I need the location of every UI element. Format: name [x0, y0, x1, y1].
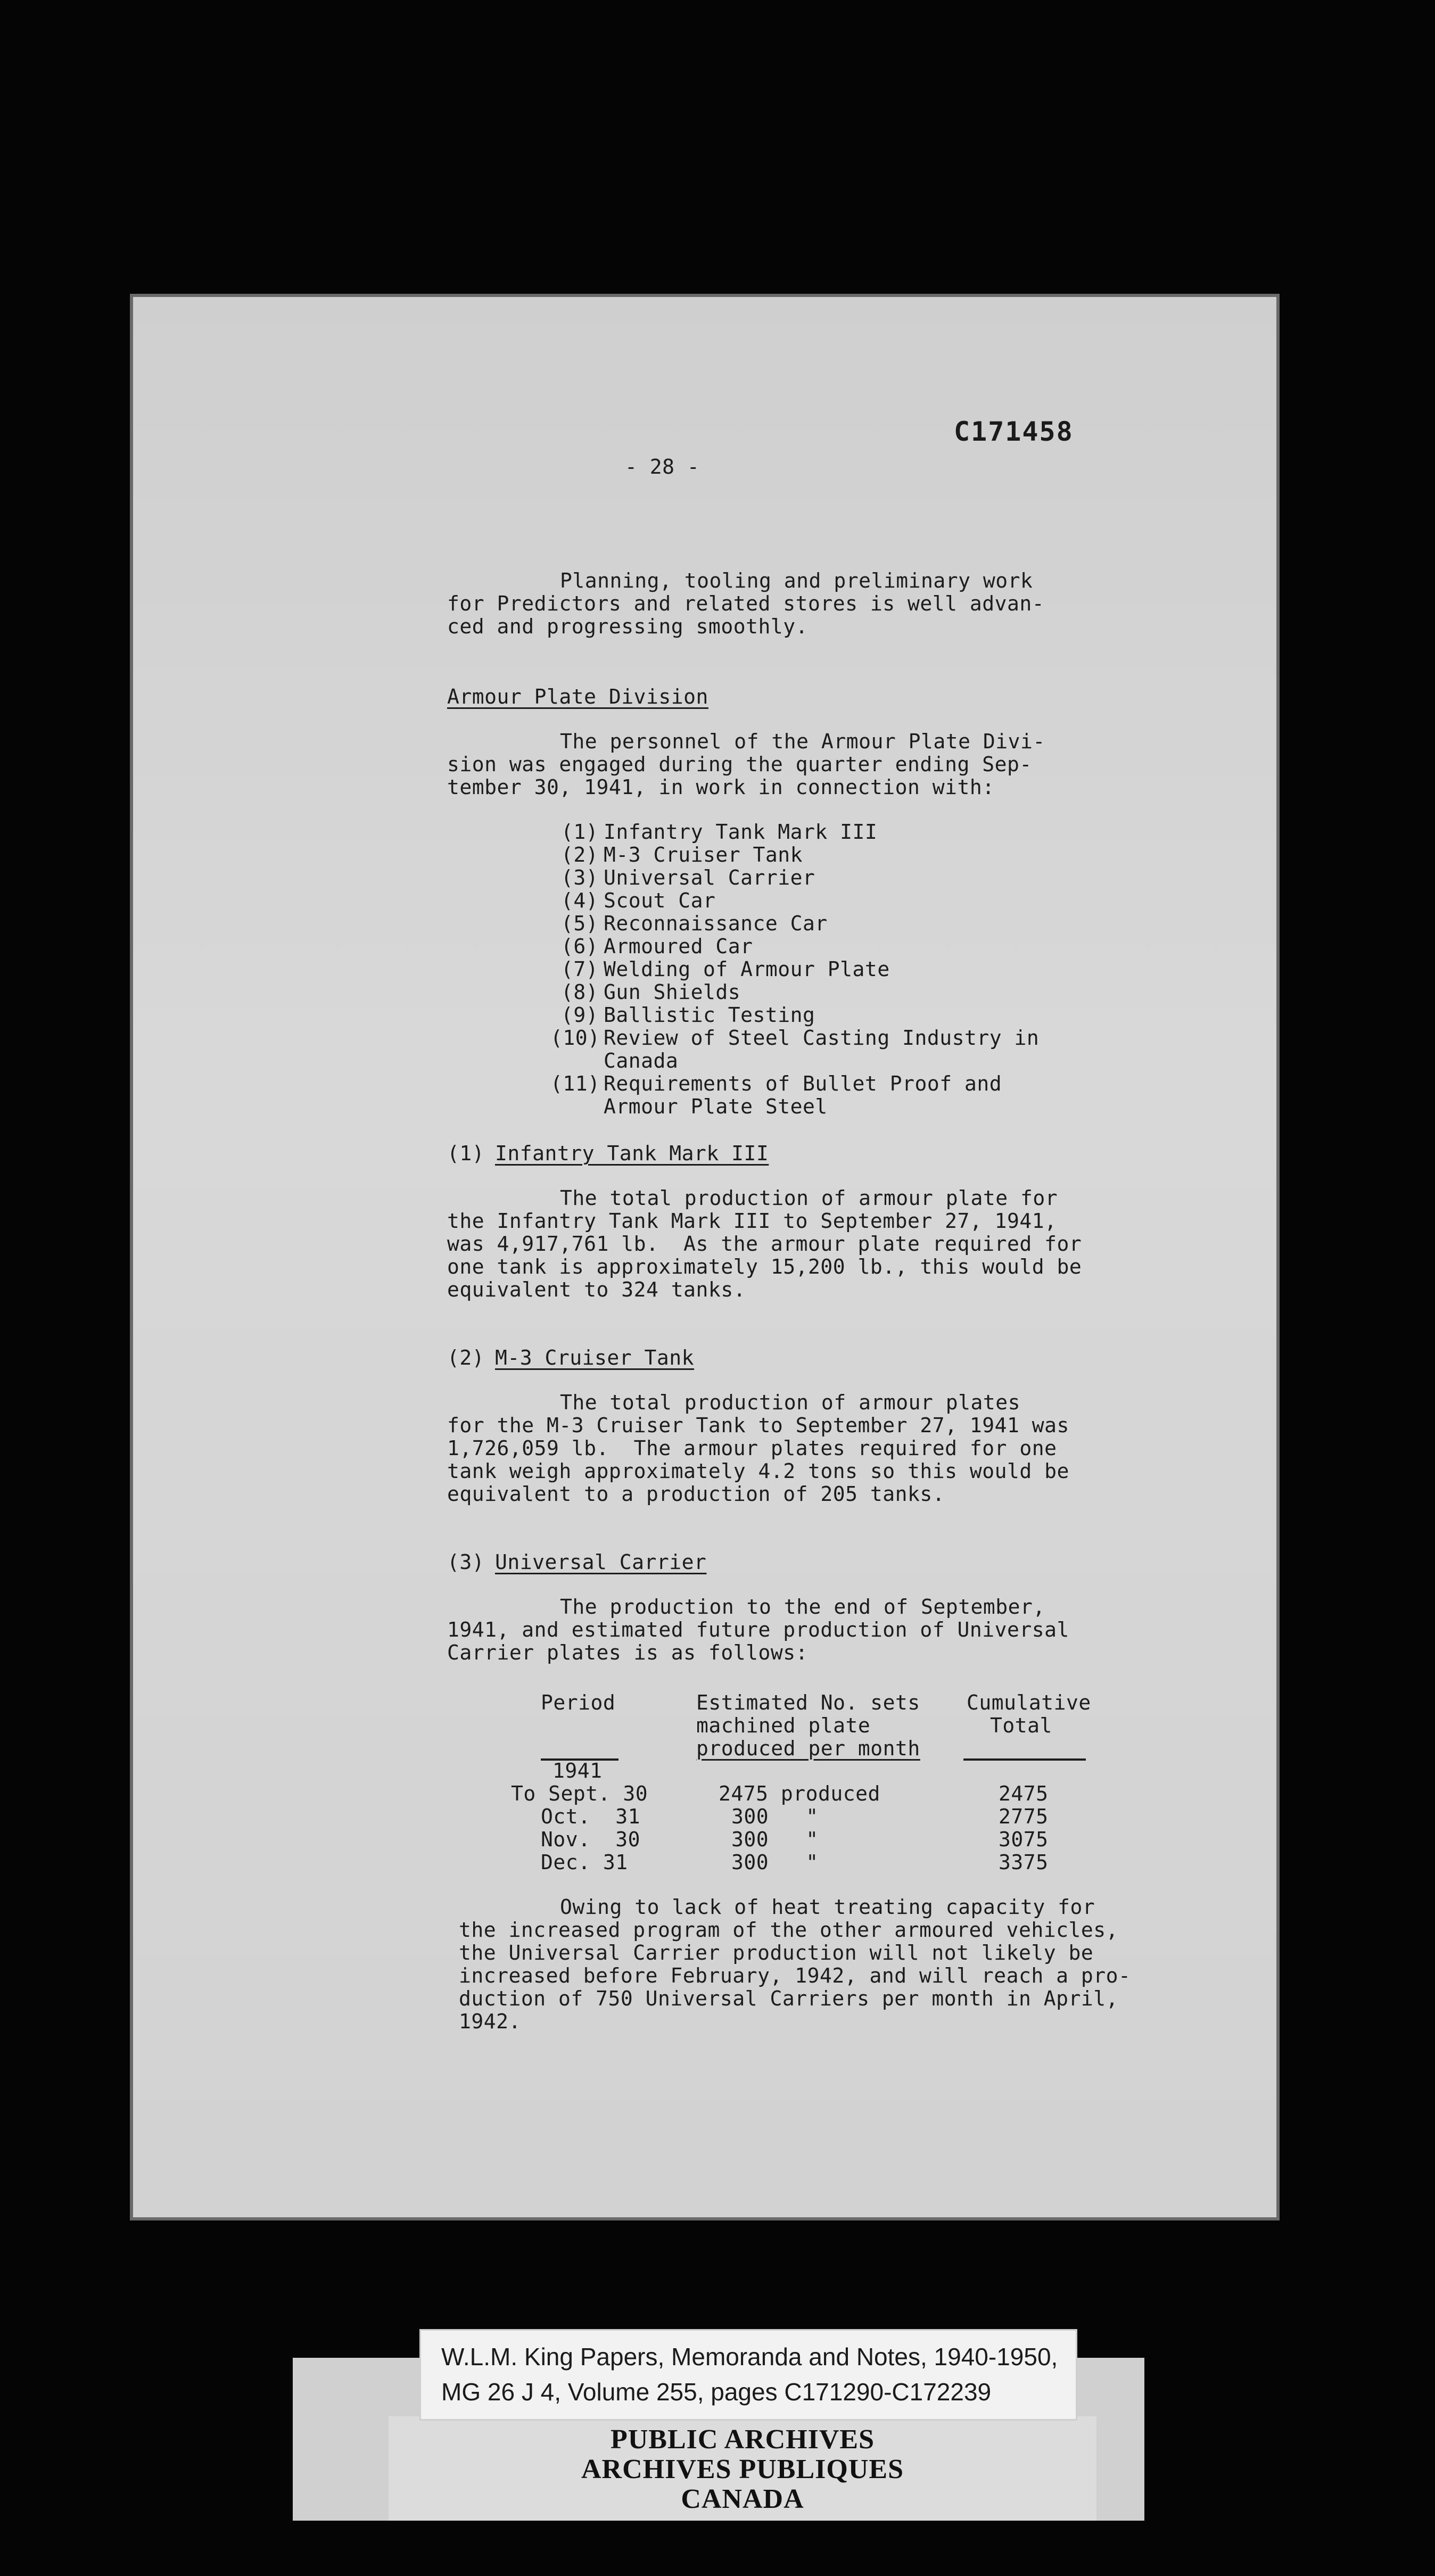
document-number: C171458 — [954, 416, 1074, 447]
closing-para-line: Owing to lack of heat treating capacity for — [560, 1895, 1095, 1919]
archives-stamp-line: PUBLIC ARCHIVES — [610, 2424, 875, 2455]
list-item-text: M-3 Cruiser Tank — [604, 843, 803, 866]
archives-stamp-line: CANADA — [681, 2484, 804, 2514]
list-item-number: (4) — [561, 889, 599, 912]
table-row-estimate: 300 " — [731, 1828, 819, 1851]
closing-para-line: duction of 750 Universal Carriers per month in April, — [459, 1987, 1119, 2010]
division-heading: Armour Plate Division — [447, 685, 708, 708]
table-row-period: Nov. 30 — [541, 1828, 641, 1851]
division-para-line: tember 30, 1941, in work in connection with: — [447, 775, 995, 799]
division-para-line: The personnel of the Armour Plate Divi- — [560, 730, 1045, 753]
section-number: (1) — [447, 1142, 485, 1165]
section-heading: M-3 Cruiser Tank — [495, 1346, 695, 1369]
document-page — [130, 294, 1280, 2220]
table-row-estimate: 2475 produced — [719, 1782, 880, 1805]
table-header-cumulative: Total — [990, 1714, 1052, 1737]
section-para-line: the Infantry Tank Mark III to September 27, 1941, — [447, 1209, 1057, 1233]
section-para-line: equivalent to a production of 205 tanks. — [447, 1482, 945, 1506]
table-row-period: Oct. 31 — [541, 1805, 641, 1828]
table-header-period: Period — [541, 1691, 616, 1714]
section-number: (3) — [447, 1550, 485, 1574]
list-item-number: (10) — [550, 1026, 600, 1050]
list-item-text: Ballistic Testing — [604, 1003, 815, 1027]
list-item-text: Infantry Tank Mark III — [604, 820, 878, 844]
section-para-line: The total production of armour plate for — [560, 1186, 1058, 1210]
table-row-period: Dec. 31 — [541, 1851, 628, 1874]
list-item-continuation: Canada — [604, 1049, 679, 1072]
table-row-estimate: 300 " — [731, 1805, 819, 1828]
list-item-number: (5) — [561, 912, 599, 935]
list-item-number: (7) — [561, 957, 599, 981]
section-number: (2) — [447, 1346, 485, 1369]
section-para-line: The production to the end of September, — [560, 1595, 1045, 1619]
section-para-line: tank weigh approximately 4.2 tons so this would be — [447, 1459, 1069, 1483]
list-item-number: (9) — [561, 1003, 599, 1027]
table-row-cumulative: 2475 — [999, 1782, 1049, 1805]
list-item-text: Gun Shields — [604, 980, 741, 1004]
table-row-period: To Sept. 30 — [511, 1782, 648, 1805]
list-item-continuation: Armour Plate Steel — [604, 1095, 828, 1118]
section-para-line: 1,726,059 lb. The armour plates required for one — [447, 1436, 1057, 1460]
archive-reference-label — [419, 2329, 1077, 2421]
section-para-line: for the M-3 Cruiser Tank to September 27, 1941 was — [447, 1414, 1069, 1437]
list-item-number: (6) — [561, 935, 599, 958]
intro-line: Planning, tooling and preliminary work — [560, 569, 1033, 592]
table-header-estimate: Estimated No. sets — [696, 1691, 920, 1714]
table-header-cumulative: Cumulative — [967, 1691, 1091, 1714]
section-para-line: Carrier plates is as follows: — [447, 1641, 808, 1664]
section-para-line: one tank is approximately 15,200 lb., this would be — [447, 1255, 1082, 1278]
archives-stamp — [389, 2416, 1096, 2521]
archive-reference-line: W.L.M. King Papers, Memoranda and Notes, 1940-1950, — [441, 2343, 1058, 2371]
list-item-number: (11) — [550, 1072, 600, 1095]
section-para-line: The total production of armour plates — [560, 1391, 1020, 1414]
section-para-line: was 4,917,761 lb. As the armour plate required for — [447, 1232, 1082, 1256]
intro-line: for Predictors and related stores is well advan- — [447, 592, 1045, 615]
list-item-text: Review of Steel Casting Industry in — [604, 1026, 1040, 1050]
list-item-text: Requirements of Bullet Proof and — [604, 1072, 1002, 1095]
closing-para-line: the Universal Carrier production will not likely be — [459, 1941, 1094, 1964]
page-number: - 28 - — [625, 455, 700, 478]
closing-para-line: the increased program of the other armoured vehicles, — [459, 1918, 1119, 1942]
table-header-estimate: machined plate — [696, 1714, 871, 1737]
table-year: 1941 — [552, 1759, 603, 1782]
section-heading: Universal Carrier — [495, 1550, 707, 1574]
table-row-cumulative: 3375 — [999, 1851, 1049, 1874]
section-para-line: equivalent to 324 tanks. — [447, 1278, 746, 1301]
table-row-estimate: 300 " — [731, 1851, 819, 1874]
intro-line: ced and progressing smoothly. — [447, 615, 808, 638]
closing-para-line: 1942. — [459, 2010, 521, 2033]
list-item-text: Armoured Car — [604, 935, 753, 958]
division-para-line: sion was engaged during the quarter ending Sep- — [447, 753, 1032, 776]
table-row-cumulative: 3075 — [999, 1828, 1049, 1851]
table-header-estimate: produced per month — [696, 1737, 920, 1760]
list-item-text: Welding of Armour Plate — [604, 957, 890, 981]
table-row-cumulative: 2775 — [999, 1805, 1049, 1828]
table-rule — [963, 1758, 1086, 1761]
list-item-text: Reconnaissance Car — [604, 912, 828, 935]
closing-para-line: increased before February, 1942, and will reach a pro- — [459, 1964, 1131, 1987]
list-item-number: (3) — [561, 866, 599, 889]
section-heading: Infantry Tank Mark III — [495, 1142, 769, 1165]
section-para-line: 1941, and estimated future production of Universal — [447, 1618, 1069, 1641]
archives-stamp-line: ARCHIVES PUBLIQUES — [581, 2454, 904, 2484]
list-item-number: (2) — [561, 843, 599, 866]
list-item-text: Universal Carrier — [604, 866, 815, 889]
list-item-number: (8) — [561, 980, 599, 1004]
archive-reference-line: MG 26 J 4, Volume 255, pages C171290-C172239 — [441, 2378, 992, 2406]
list-item-number: (1) — [561, 820, 599, 844]
list-item-text: Scout Car — [604, 889, 716, 912]
